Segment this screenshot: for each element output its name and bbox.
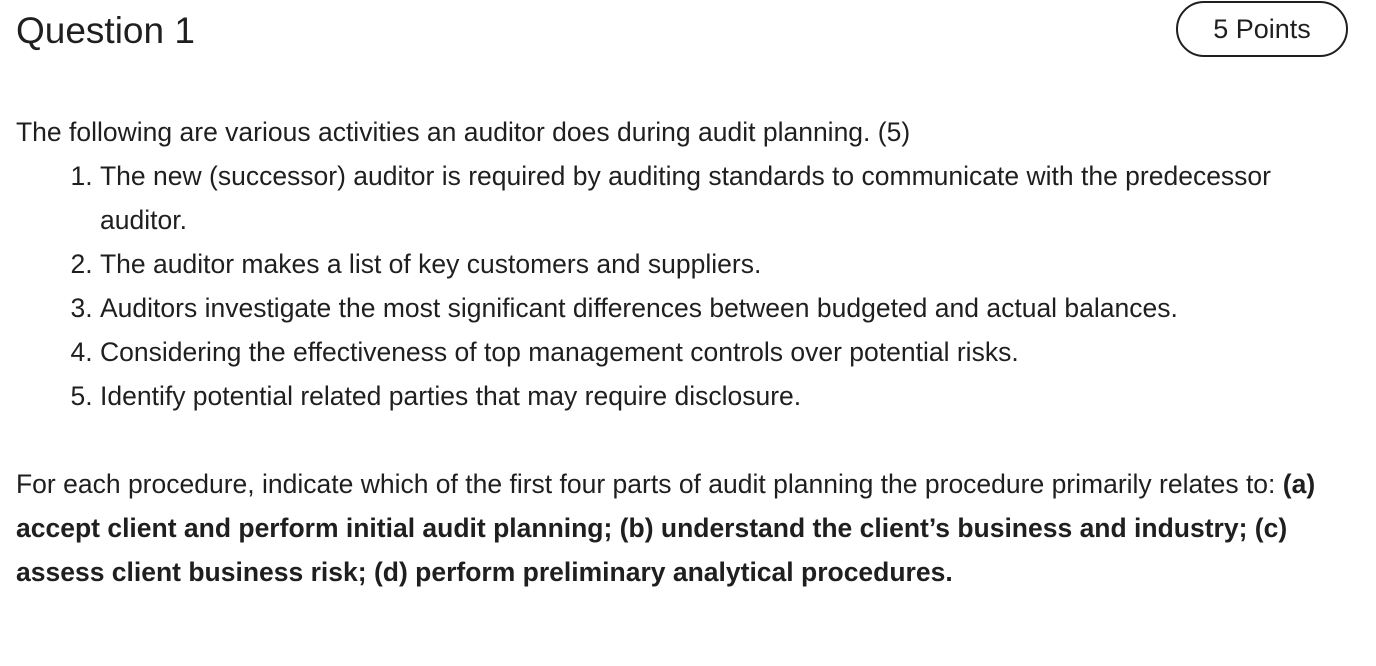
instruction-emphasis: (a) accept client and perform initial audit planning; (b) understand the client’s business and industry; (c) assess client business risk; (d) perform preliminary analytical procedures. <box>16 469 1316 587</box>
list-item: 4. Considering the effectiveness of top management controls over potential risks. <box>100 330 1346 374</box>
activity-list <box>16 154 1346 418</box>
question-body <box>16 110 1346 594</box>
points-badge: 5 Points <box>1176 1 1348 57</box>
question-title: Question 1 <box>16 10 195 51</box>
spacer <box>16 418 1346 462</box>
instruction-lead: For each procedure, indicate which of the first four parts of audit planning the procedure primarily relates to: <box>16 469 1283 499</box>
intro-text: The following are various activities an auditor does during audit planning. (5) <box>16 117 911 147</box>
list-item: 1. The new (successor) auditor is required by auditing standards to communicate with the predecessor auditor. <box>100 154 1346 242</box>
list-item: 3. Auditors investigate the most significant differences between budgeted and actual balances. <box>100 286 1346 330</box>
instruction-text <box>16 462 1346 594</box>
list-item: 2. The auditor makes a list of key customers and suppliers. <box>100 242 1346 286</box>
list-item: 5. Identify potential related parties that may require disclosure. <box>100 374 1346 418</box>
